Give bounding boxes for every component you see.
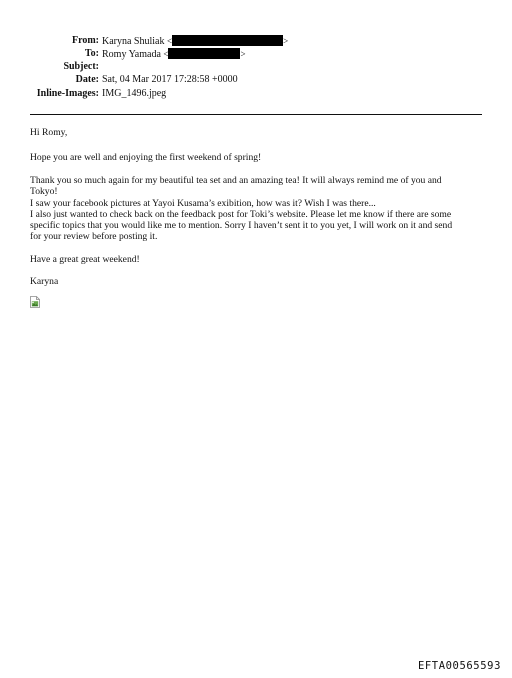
paragraph-2-line: Thank you so much again for my beautiful tea set and an amazing tea! It will always remind me of you and [30, 175, 442, 186]
header-divider [30, 114, 482, 115]
greeting-text: Hi Romy, [30, 127, 68, 138]
subject-label: Subject: [63, 61, 99, 72]
date-row [0, 73, 512, 87]
inline-images-label: Inline-Images: [36, 88, 99, 99]
paragraph-2-line: for your review before posting it. [30, 231, 158, 243]
to-label: To: [84, 48, 99, 59]
signature-text: Karyna [30, 276, 59, 287]
from-row [0, 34, 512, 48]
date-label: Date: [75, 74, 99, 85]
paragraph-2-line: specific topics that you would like me to mention. Sorry I haven’t sent it to you yet, I will work on it and send [30, 220, 453, 232]
to-close-bracket: > [240, 49, 246, 59]
paragraph-3 [30, 254, 482, 265]
from-close-bracket: > [283, 36, 289, 46]
broken-image-icon [30, 296, 40, 308]
to-row [0, 47, 512, 61]
inline-images-value: IMG_1496.jpeg [102, 88, 167, 99]
signature [30, 276, 482, 287]
from-open-bracket: < [167, 36, 173, 46]
inline-images-row [0, 87, 512, 101]
paragraph-3-text: Have a great great weekend! [30, 254, 140, 265]
paragraph-2-line: Tokyo! [30, 186, 58, 198]
to-open-bracket: < [163, 49, 169, 59]
paragraph-1-text: Hope you are well and enjoying the first weekend of spring! [30, 152, 262, 163]
redaction-box [168, 48, 240, 59]
date-value: Sat, 04 Mar 2017 17:28:58 +0000 [102, 74, 238, 85]
bates-number: EFTA00565593 [417, 660, 501, 672]
from-label: From: [71, 35, 99, 46]
subject-row [0, 60, 512, 74]
paragraph-1 [30, 152, 482, 163]
paragraph-2-line: I also just wanted to check back on the feedback post for Toki’s website. Please let me know if there are some [30, 208, 452, 220]
redaction-box [172, 35, 283, 46]
to-name: Romy Yamada [102, 49, 161, 60]
paragraph-2 [30, 175, 482, 243]
paragraph-2-line: I saw your facebook pictures at Yayoi Kusama’s exibition, how was it? Wish I was there... [30, 197, 376, 209]
greeting [30, 127, 482, 138]
from-name: Karyna Shuliak [102, 36, 165, 47]
